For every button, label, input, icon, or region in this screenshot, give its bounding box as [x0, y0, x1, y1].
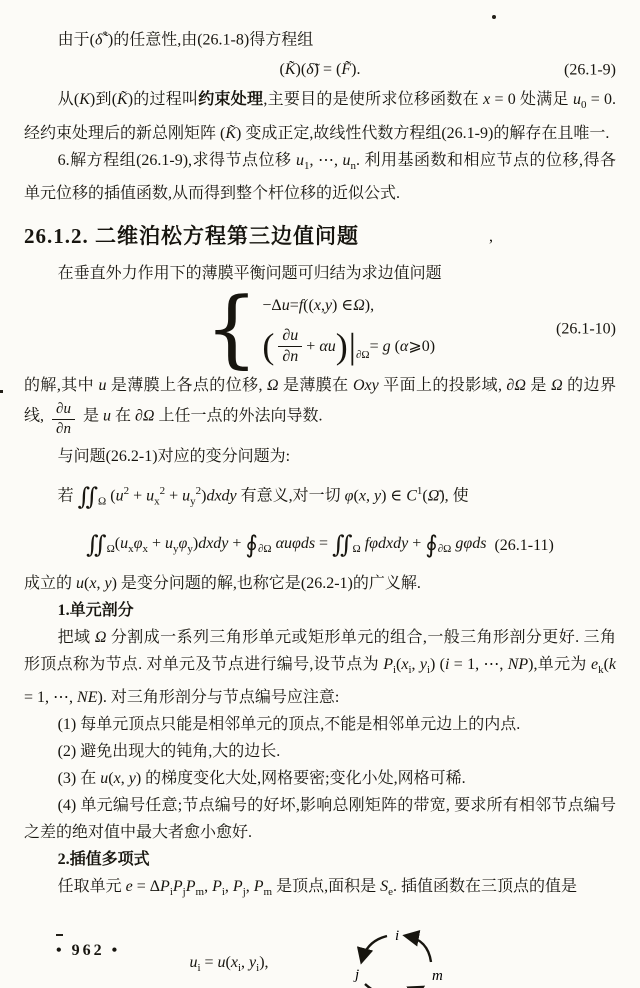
paragraph-arbitrariness: 由于(δ̃*)的任意性,由(26.1-8)得方程组 [57, 29, 314, 49]
cyclic-order-diagram [347, 924, 451, 988]
eq10-mid: + αu [306, 337, 336, 355]
normal-derivative-fraction: $\frac{\partial u}{\partial n}$ [278, 327, 302, 365]
paragraph-constraint-processing [24, 86, 616, 146]
equation-26-1-11 [24, 527, 616, 566]
cases-brace: { [204, 278, 259, 377]
paragraph-element-vertices: 任取单元 $e = \Delta P_iP_jP_m$, $P_i$, $P_j$, $P_m$ 是顶点,面积是 $S_e$. 插值函数在三顶点的值是 [57, 878, 578, 899]
diagram-label-m: m [431, 968, 443, 985]
equation-26-1-10 [24, 278, 616, 377]
equation-26-1-9-body: (K̃)(δ̃) = (F̃). [279, 61, 361, 79]
scan-speck-left-edge [0, 390, 3, 393]
list-item-2: (2) 避免出现大的钝角,大的边长. [57, 743, 281, 761]
subsection-element-partition: 1.单元剖分 [57, 602, 134, 619]
scan-speck-above-pageno [56, 934, 63, 936]
equation-nodal-values-body: $u_i = u(x_i$, $y_i$), [189, 953, 269, 974]
p2-pre: 从(K)到(K̃)的过程叫 [57, 91, 199, 109]
section-heading [24, 223, 616, 250]
cases-body [262, 292, 435, 365]
scan-artifact-comma: , [489, 227, 494, 245]
inline-normal-derivative: $\frac{\partial u}{\partial n}$ [52, 401, 75, 437]
p2-bold-term: 约束处理 [198, 91, 264, 109]
paragraph-integrability-condition: 若 $∬_\Omega$ ($u^2 + u_x^2$ + $u_y^2)dxdy$ 有意义,对一切 φ(x, y) ∈ $C^1(\Omegā)$, 使 [57, 484, 469, 511]
arrow-m-to-i [407, 936, 431, 962]
p5-part-b: 是 u 在 ∂Ω 上任一点的外法向导数. [78, 407, 323, 425]
eq10-row1: −Δ u = f (( x , y ) ∈ Ω ), [262, 296, 375, 314]
p2-post: ,主要目的是使所求位移函数在 x = 0 处满足 $u_0 = 0$. 经约束处理后的新总刚矩阵 (K̃) 变成正定,故线性代数方程组(26.1-9)的解存在且唯一. [24, 91, 616, 142]
list-item-4: (4) 单元编号任意;节点编号的好坏,影响总刚矩阵的带宽, 要求所有相邻节点编号之差的绝对值中最大者愈小愈好. [24, 797, 616, 842]
scan-speck-top-right [492, 15, 496, 19]
paragraph-solution-explanation [24, 372, 616, 435]
arrow-j-to-m [365, 984, 421, 988]
diagram-label-j: j [354, 967, 359, 984]
paragraph-membrane-problem: 在垂直外力作用下的薄膜平衡问题可归结为求边值问题 [57, 264, 442, 282]
diagram-label-i: i [394, 928, 399, 945]
big-right-paren: ) [335, 326, 348, 366]
equation-26-1-9-label: (26.1-9) [564, 61, 616, 79]
section-heading-text: 26.1.2. 二维泊松方程第三边值问题 [24, 223, 359, 248]
equation-26-1-9 [24, 56, 616, 83]
big-left-paren: ( [262, 326, 275, 366]
equation-26-1-10-label: (26.1-10) [556, 320, 616, 337]
eq10-tail: = g (α⩾0) [369, 337, 436, 355]
restriction-subscript: ∂Ω [355, 349, 370, 362]
list-item-3: (3) 在 u(x, y) 的梯度变化大处,网格要密;变化小处,网格可稀. [57, 770, 466, 788]
page-number: • 962 • [56, 942, 121, 959]
paragraph-variational-intro: 与问题(26.2-1)对应的变分问题为: [57, 448, 291, 466]
p5-part-a: 的解,其中 u 是薄膜上各点的位移, Ω 是薄膜在 Oxy 平面上的投影域, ∂Ω 是 Ω 的边界线, [24, 377, 616, 425]
arrow-i-to-j [362, 936, 387, 960]
eq10-row2 [262, 327, 435, 365]
paragraph-generalized-solution: 成立的 u(x, y) 是变分问题的解,也称它是(26.2-1)的广义解. [24, 575, 421, 592]
paragraph-step6: 6.解方程组(26.1-9),求得节点位移 $u_1$, ⋯, $u_n$. 利用基函数和相应节点的位移,得各单元位移的插值函数,从而得到整个杆位移的近似公式. [24, 151, 616, 202]
paragraph-partition-description: 把域 Ω 分割成一系列三角形单元或矩形单元的组合,一般三角形剖分更好. 三角形顶点称为节点. 对单元及节点进行编号,设节点为 $P_i(x_i$, $y_i$) (i = 1, ⋯, NP),单元为 $e_k(k = 1$, ⋯, NE). 对三角形剖分与节点编号应注意: [24, 629, 617, 707]
subsection-interpolation-polynomial: 2.插值多项式 [57, 851, 150, 869]
equation-26-1-11-label: (26.1-11) [494, 537, 554, 555]
list-item-1: (1) 每单元顶点只能是相邻单元的顶点,不能是相邻单元边上的内点. [57, 716, 521, 734]
restriction-bar: | [348, 326, 356, 366]
equation-26-1-11-body: $∬_\Omega(u_x\varphi_x$ + $u_y\varphi_y)dxdy$ + $∮_{\partial\Omega}$ $\alpha u\varphi ds = ∬_\Omega$ fφdxdy + $∮_{\partial\Omega}$ gφds [86, 532, 487, 559]
